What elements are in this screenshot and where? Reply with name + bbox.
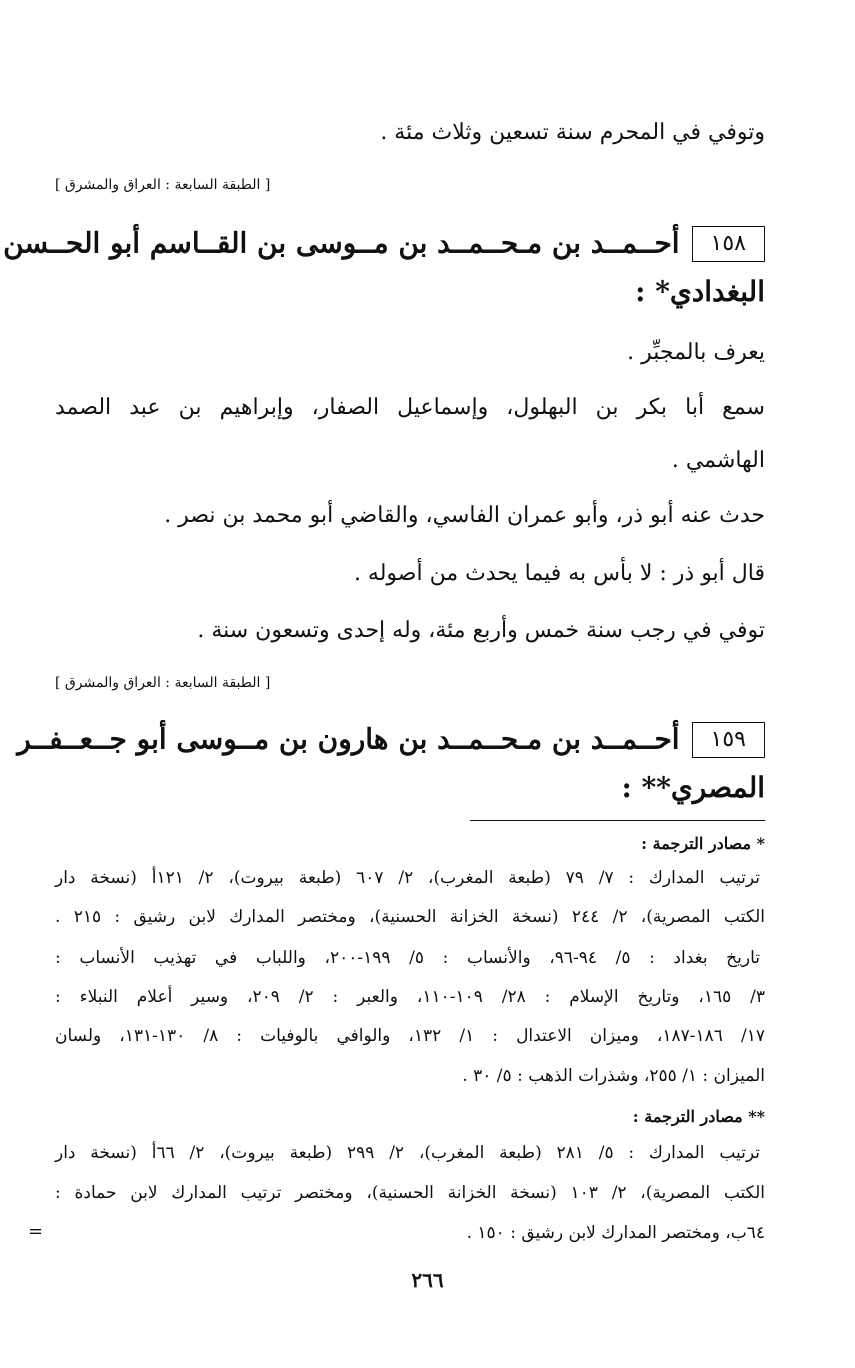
entry-number: ١٥٨ bbox=[692, 226, 765, 262]
footnote-line: ترتيب المدارك : ٥/ ٢٨١ (طبعة المغرب)، ٢/ ٢٩٩ (طبعة بيروت)، ٢/ ٦٦أ (نسخة دار bbox=[55, 1143, 760, 1163]
text-line: وتوفي في المحرم سنة تسعين وثلاث مئة . bbox=[380, 120, 765, 145]
text-line: توفي في رجب سنة خمس وأربع مئة، وله إحدى وتسعون سنة . bbox=[197, 618, 765, 643]
footnote-title: * مصادر الترجمة : bbox=[641, 834, 765, 853]
footnote-line: الميزان : ١/ ٢٥٥، وشذرات الذهب : ٥/ ٣٠ . bbox=[462, 1066, 765, 1086]
footnote-separator bbox=[470, 820, 765, 821]
footnote-line: ٦٤ب، ومختصر المدارك لابن رشيق : ١٥٠ . bbox=[466, 1223, 765, 1243]
text-line: قال أبو ذر : لا بأس به فيما يحدث من أصوله . bbox=[353, 561, 765, 586]
text-line: حدث عنه أبو ذر، وأبو عمران الفاسي، والقاضي أبو محمد بن نصر . bbox=[164, 503, 765, 528]
entry-heading bbox=[3, 222, 765, 264]
entry-name-continued: المصري** : bbox=[621, 771, 765, 804]
footnote-line: تاريخ بغداد : ٥/ ٩٤-٩٦، والأنساب : ٥/ ١٩٩-٢٠٠، واللباب في تهذيب الأنساب : bbox=[55, 948, 760, 968]
footnote-title: ** مصادر الترجمة : bbox=[632, 1107, 765, 1126]
entry-number: ١٥٩ bbox=[692, 722, 765, 758]
entry-name-continued: البغدادي* : bbox=[635, 275, 765, 308]
margin-mark: = bbox=[28, 1221, 44, 1242]
footnote-line: ١٧/ ١٨٦-١٨٧، وميزان الاعتدال : ١/ ١٣٢، والوافي بالوفيات : ٨/ ١٣٠-١٣١، ولسان bbox=[55, 1026, 765, 1046]
section-tag: [ الطبقة السابعة : العراق والمشرق ] bbox=[55, 177, 271, 193]
footnote-line: الكتب المصرية)، ٢/ ٢٤٤ (نسخة الخزانة الحسنية)، ومختصر المدارك لابن رشيق : ٢١٥ . bbox=[55, 907, 765, 927]
text-line: سمع أبا بكر بن البهلول، وإسماعيل الصفار، وإبراهيم بن عبد الصمد bbox=[55, 395, 765, 420]
entry-heading bbox=[17, 718, 765, 760]
text-line: الهاشمي . bbox=[671, 448, 765, 473]
entry-name: أحــمــد بن مـحــمــد بن مــوسى بن القــاسم أبو الحــسن bbox=[3, 226, 680, 260]
section-tag: [ الطبقة السابعة : العراق والمشرق ] bbox=[55, 675, 271, 691]
footnote-line: ٣/ ١٦٥، وتاريخ الإسلام : ٢٨/ ١٠٩-١١٠، والعبر : ٢/ ٢٠٩، وسير أعلام النبلاء : bbox=[55, 987, 765, 1007]
page-number: ٢٦٦ bbox=[411, 1268, 444, 1292]
text-line: يعرف بالمجبِّر . bbox=[627, 340, 765, 365]
footnote-line: الكتب المصرية)، ٢/ ١٠٣ (نسخة الخزانة الحسنية)، ومختصر ترتيب المدارك لابن حمادة : bbox=[55, 1183, 765, 1203]
entry-name: أحــمــد بن مـحــمــد بن هارون بن مــوسى أبو جــعــفــر bbox=[17, 722, 680, 756]
footnote-line: ترتيب المدارك : ٧/ ٧٩ (طبعة المغرب)، ٢/ ٦٠٧ (طبعة بيروت)، ٢/ ١٢١أ (نسخة دار bbox=[55, 868, 760, 888]
